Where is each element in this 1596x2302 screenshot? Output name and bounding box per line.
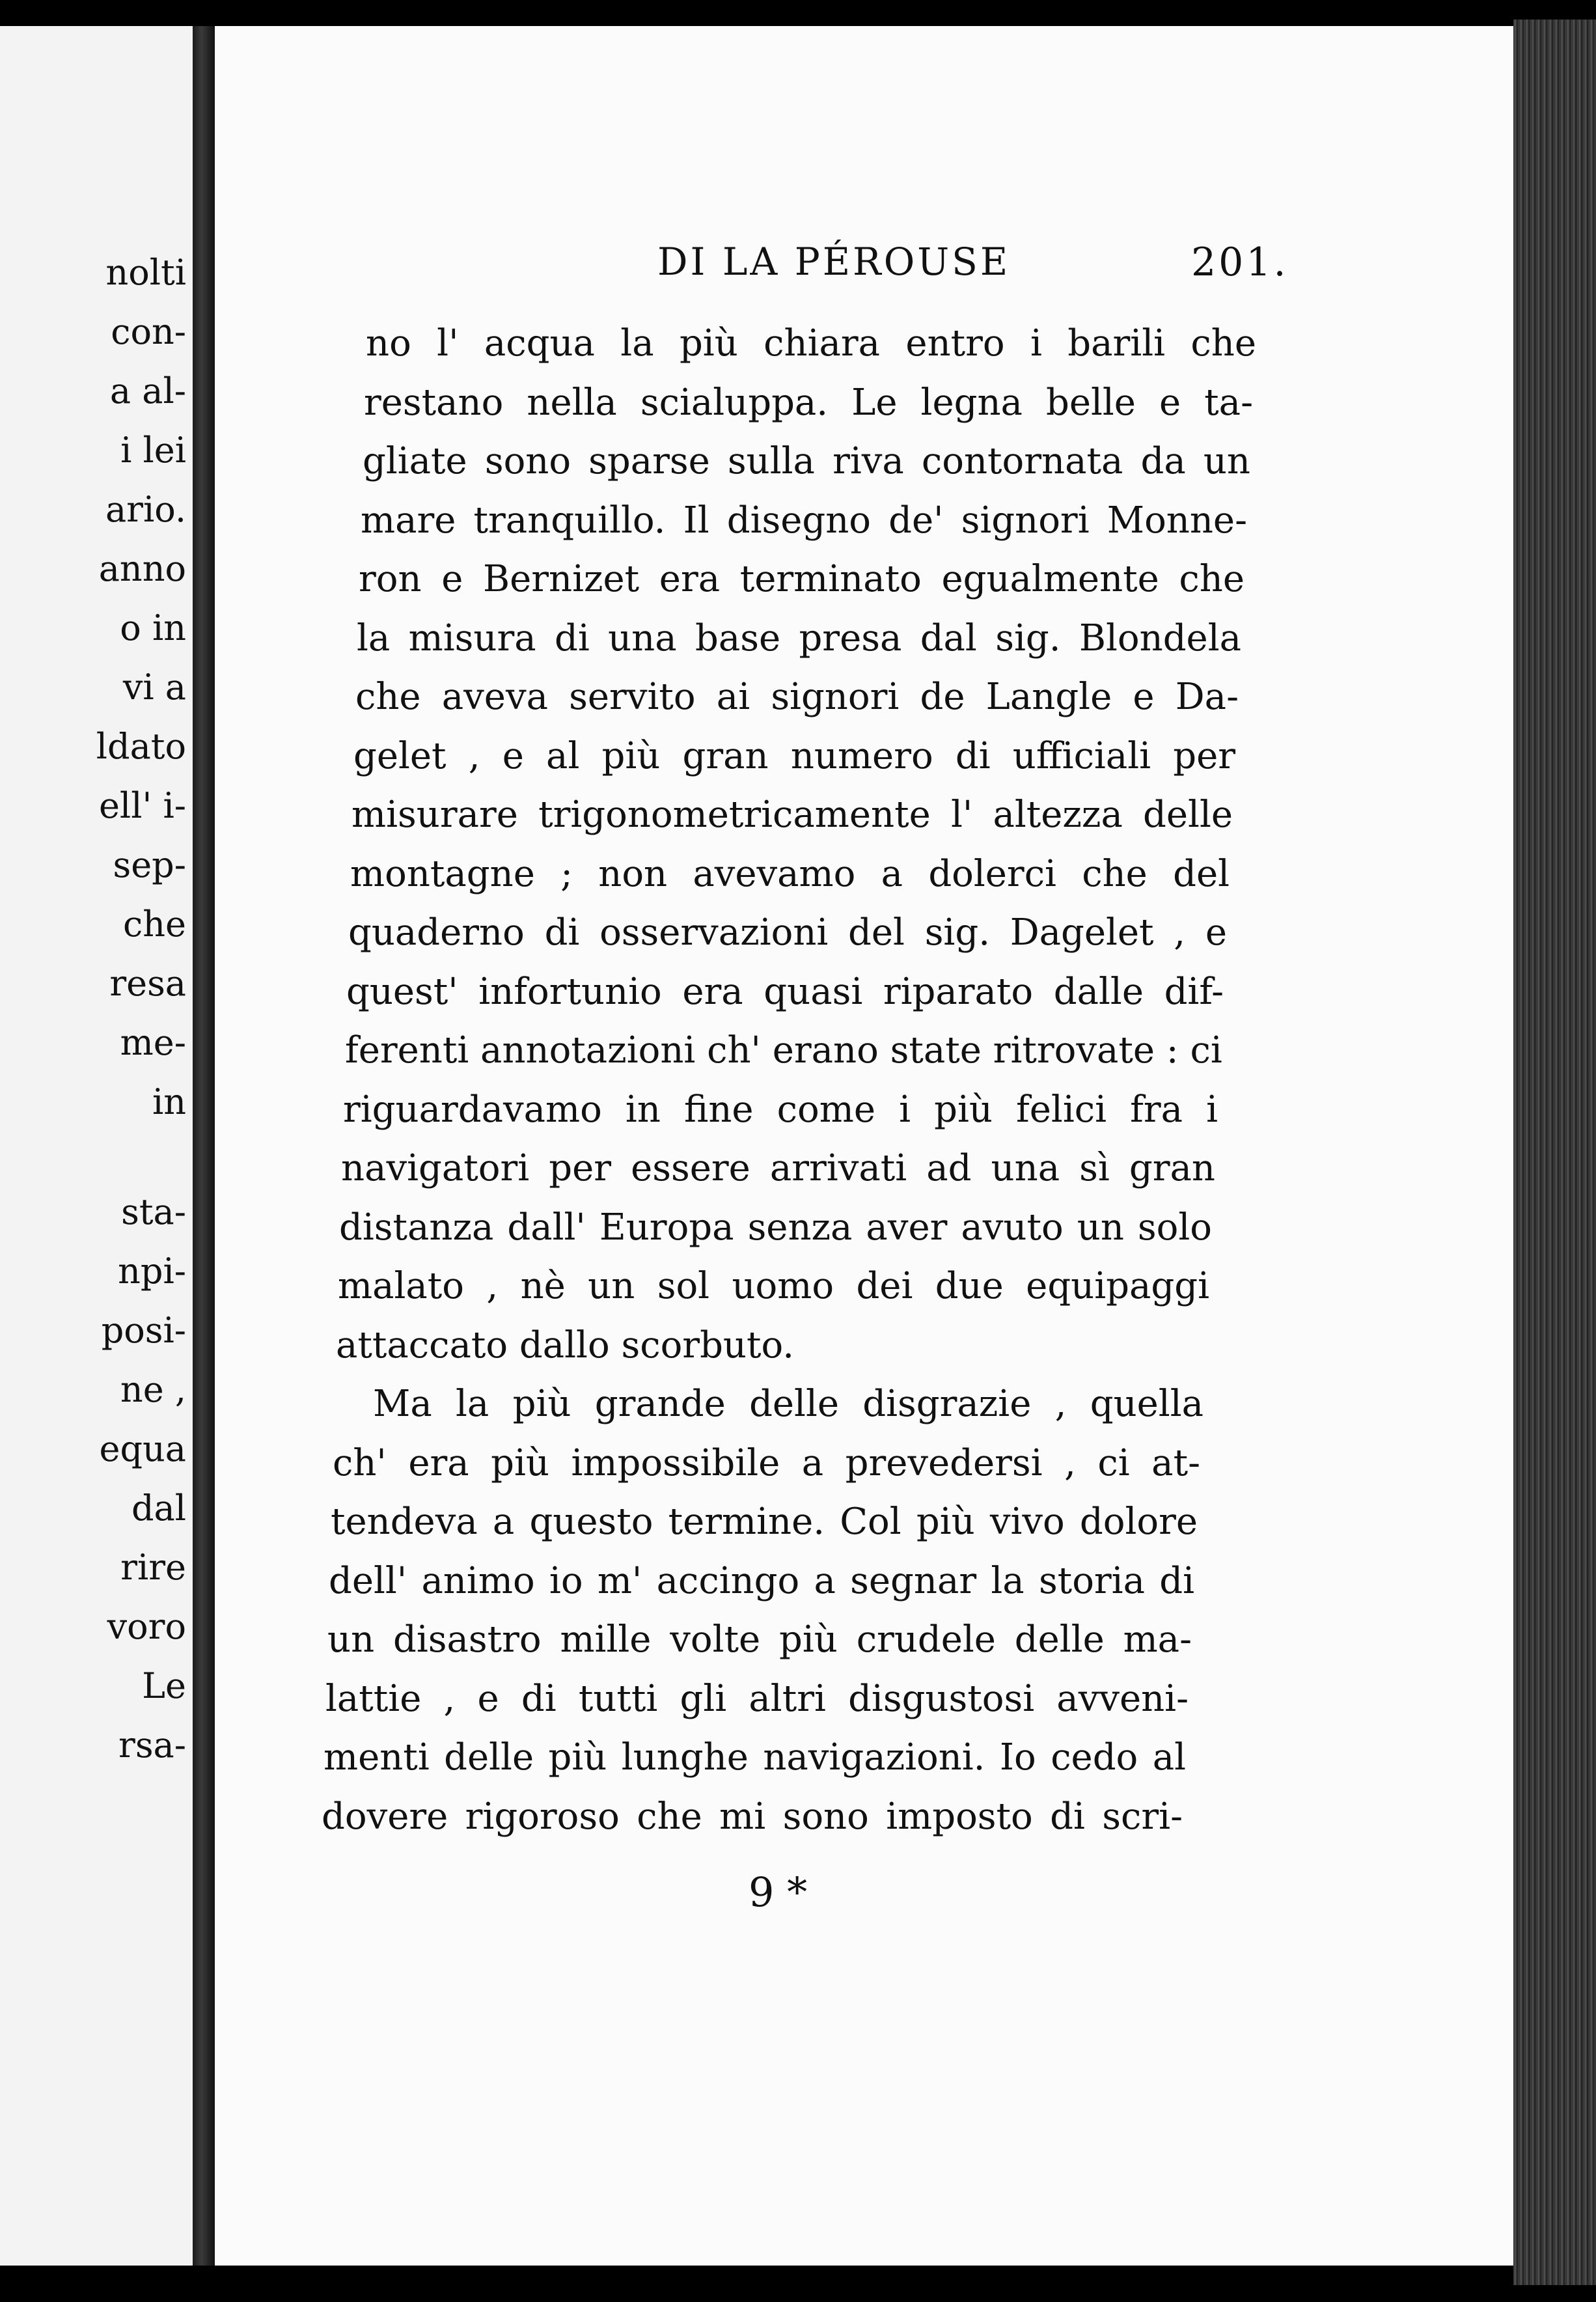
left-page-fragment: nolti (105, 252, 186, 293)
text-line: lattie , e di tutti gli altri disgustosi avveni- (325, 1677, 1189, 1720)
left-page-fragment: anno (98, 548, 186, 589)
text-line: mare tranquillo. Il disegno de' signori Monne- (361, 499, 1247, 542)
text-line: Ma la più grande delle disgrazie , quella (373, 1383, 1204, 1425)
left-page-fragment: voro (107, 1606, 186, 1647)
text-line: misurare trigonometricamente l' altezza delle (351, 794, 1233, 836)
text-line: gelet , e al più gran numero di ufficiali per (353, 734, 1235, 777)
left-page-fragment: o in (120, 607, 186, 648)
left-page-fragment: ario. (105, 489, 186, 530)
left-page-fragment: ldato (96, 726, 186, 767)
page-number: 201. (1191, 240, 1289, 285)
left-page-fragment: equa (99, 1428, 186, 1469)
left-page-fragment: vi a (122, 667, 186, 708)
text-line: tendeva a questo termine. Col più vivo dolore (331, 1501, 1198, 1543)
signature-mark: 9 * (749, 1868, 808, 1916)
book-gutter (193, 26, 215, 2266)
text-line: malato , nè un sol uomo dei due equipaggi (338, 1265, 1209, 1307)
text-line: restano nella scialuppa. Le legna belle e ta- (364, 381, 1253, 424)
text-line: che aveva servito ai signori de Langle e Da- (355, 676, 1239, 718)
left-page-fragment: in (152, 1081, 186, 1122)
left-page-fragment: a al- (109, 370, 186, 411)
text-line: navigatori per essere arrivati ad una sì gran (341, 1147, 1215, 1189)
text-line: un disastro mille volte più crudele delle ma- (327, 1618, 1192, 1661)
text-line: attaccato dallo scorbuto. (336, 1324, 795, 1366)
text-line: distanza dall' Europa senza aver avuto un solo (339, 1206, 1212, 1249)
text-line: no l' acqua la più chiara entro i barili che (366, 322, 1256, 365)
text-line: dovere rigoroso che mi sono imposto di scri- (322, 1795, 1183, 1838)
left-page-fragment: con- (111, 311, 186, 352)
left-page-fragment: ne , (120, 1369, 186, 1410)
left-page-fragment: che (123, 904, 186, 945)
text-line: montagne ; non avevamo a dolerci che del (350, 852, 1230, 895)
left-page-fragment: Le (142, 1665, 186, 1706)
text-line: riguardavamo in fine come i più felici fra i (343, 1088, 1218, 1131)
text-line: ch' era più impossibile a prevedersi , ci at- (333, 1441, 1200, 1484)
text-line: quest' infortunio era quasi riparato dalle dif- (346, 970, 1224, 1013)
left-page-fragment: rsa- (118, 1725, 186, 1766)
text-line: menti delle più lunghe navigazioni. Io cedo al (323, 1736, 1186, 1779)
left-page-fragment: i lei (120, 430, 186, 471)
left-page-fragment: sta- (121, 1191, 186, 1232)
left-page-fragment: dal (131, 1488, 186, 1529)
left-page-fragment: ell' i- (98, 785, 186, 826)
left-page-fragment: rire (120, 1547, 186, 1588)
left-page-fragment: resa (109, 963, 186, 1004)
text-line: ron e Bernizet era terminato egualmente che (359, 558, 1245, 600)
text-line: gliate sono sparse sulla riva contornata da un (363, 440, 1250, 482)
text-line: ferenti annotazioni ch' erano state ritrovate : ci (345, 1029, 1222, 1072)
text-line: quaderno di osservazioni del sig. Dagelet , e (348, 911, 1227, 954)
running-title: DI LA PÉROUSE (657, 240, 1011, 284)
page-edges (1513, 20, 1596, 2285)
left-page-fragment: posi- (101, 1310, 186, 1351)
text-line: la misura di una base presa dal sig. Blondela (357, 617, 1241, 659)
left-page-fragment: npi- (118, 1251, 186, 1292)
left-facing-page (0, 26, 193, 2266)
text-line: dell' animo io m' accingo a segnar la storia di (329, 1559, 1194, 1602)
left-page-fragment: sep- (113, 844, 186, 885)
left-page-fragment: me- (120, 1022, 186, 1063)
